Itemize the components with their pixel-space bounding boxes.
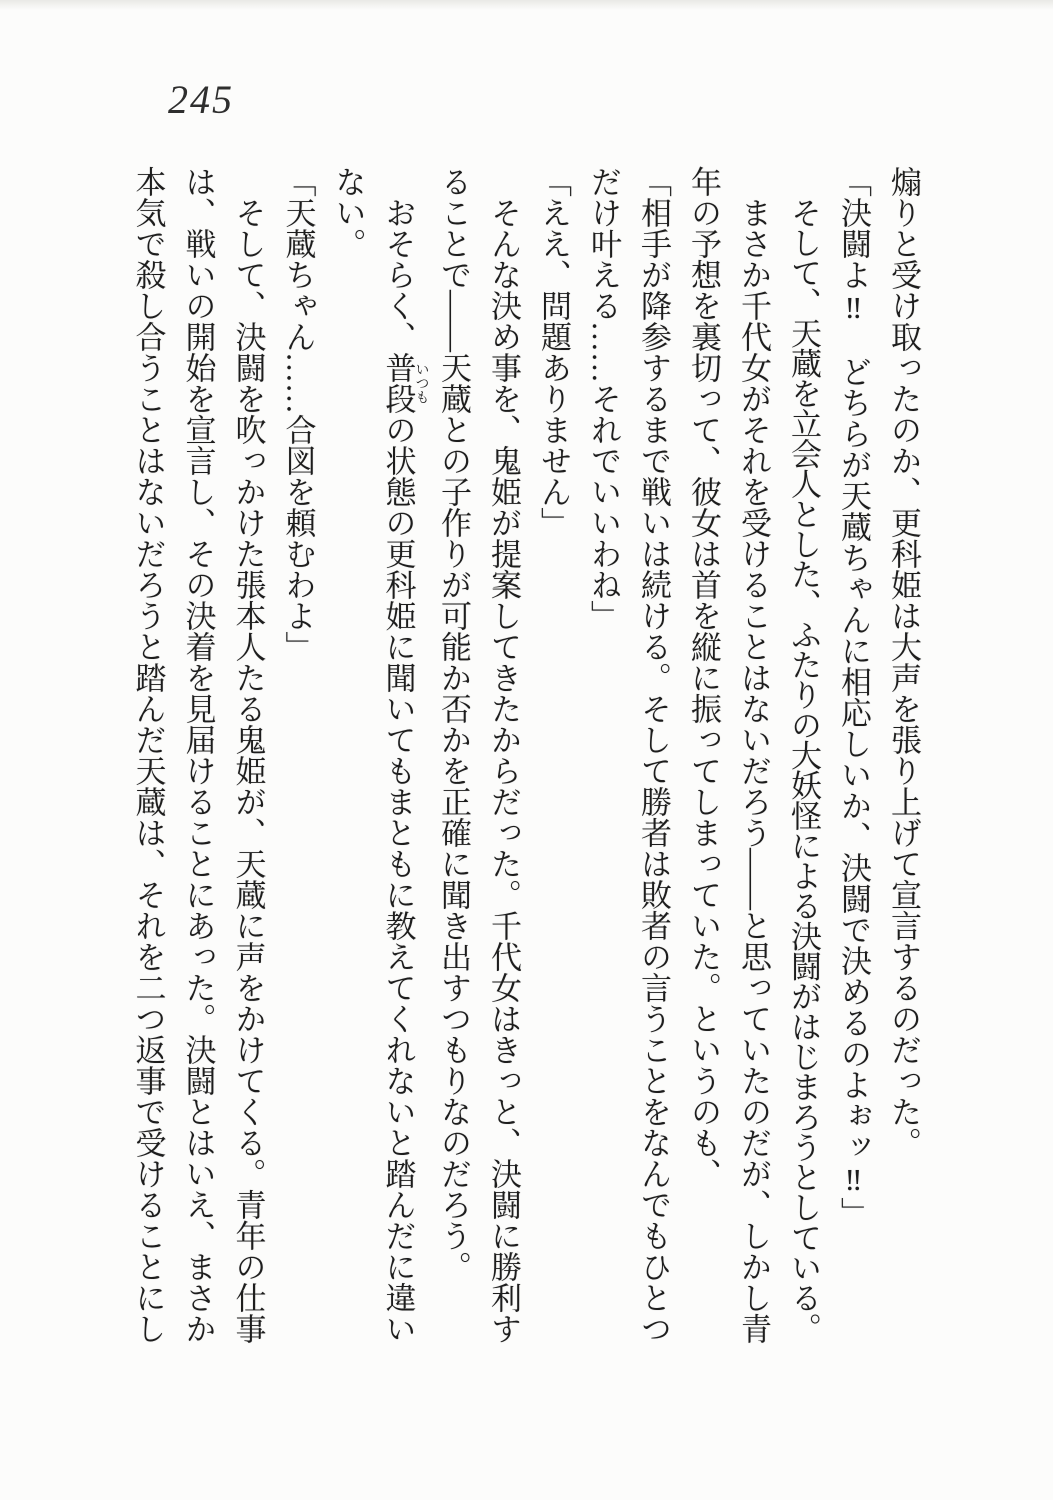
paragraph-narration-3: まさか千代女がそれを受けることはないだろう――と思っていたのだが、しかし青年の予想を裏切って、彼女は首を縦に振ってしまっていた。というのも、 [686,166,771,1344]
ruby-furigana: いつも [413,352,429,414]
page-number: 245 [168,77,234,122]
vertical-text-block [123,166,929,1344]
paragraph-narration-1: 煽りと受け取ったのか、更科姫は大声を張り上げて宣言するのだった。 [886,166,921,1158]
ruby-base: 普段 [380,352,416,414]
paragraph-dialogue-1: 「決闘よ‼ どちらが天蔵ちゃんに相応しいか、決闘で決めるのよぉッ‼」 [836,166,871,1228]
paragraph-dialogue-3: 「ええ、問題ありません」 [536,166,571,538]
ruby-after-text: の状態の更科姫に聞いてもまともに教えてくれないと踏んだに違いない。 [330,166,416,1344]
paragraph-dialogue-2: 「相手が降参するまで戦いは続ける。そして勝者は敗者の言うことをなんでもひとつだけ叶える……それでいいわね」 [586,166,671,1344]
paragraph-dialogue-4: 「天蔵ちゃん……合図を頼むわよ」 [280,166,316,662]
paragraph-narration-2: そして、天蔵を立会人とした、ふたりの大妖怪による決闘がはじまろうとしている。 [786,197,821,1343]
paragraph-narration-4: そんな決め事を、鬼姫が提案してきたからだった。千代女はきっと、決闘に勝利することで――天蔵との子作りが可能か否かを正確に聞き出すつもりなのだろう。 [436,166,521,1344]
ruby-annotation [380,352,429,414]
ruby-before-text: おそらく、 [380,197,416,352]
paragraph-narration-5-with-ruby [323,166,429,1344]
paragraph-narration-6: そして、決闘を吹っかけた張本人たる鬼姫が、天蔵に声をかけてくる。青年の仕事は、戦いの開始を宣言し、その決着を見届けることにあった。決闘とはいえ、まさか本気で殺し合うことはないだろうと踏んだ天蔵は、それを二つ返事で受けることにし [130,166,266,1344]
